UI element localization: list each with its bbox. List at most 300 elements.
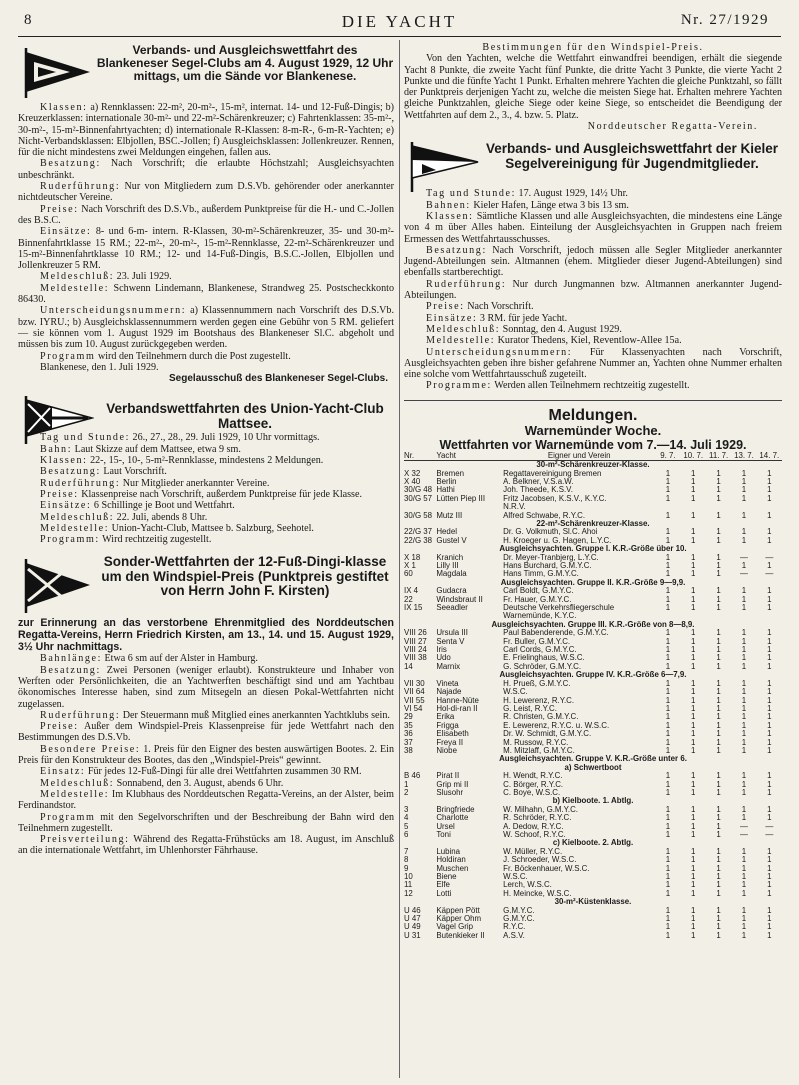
table-cell: 1: [665, 511, 671, 520]
table-cell: 3: [404, 805, 409, 814]
paragraph-label: Meldestelle:: [40, 788, 110, 800]
table-cell: 1: [741, 486, 747, 495]
table-cell: W. Schoof, R.Y.C.: [503, 831, 566, 839]
table-row: [404, 629, 782, 637]
paragraph-label: Klassen:: [426, 210, 474, 222]
table-cell: 1: [716, 721, 721, 730]
paragraph-label: Preise:: [426, 301, 465, 313]
table-row: [404, 705, 782, 713]
paragraph: [404, 301, 782, 312]
table-cell: Berlin: [436, 477, 457, 486]
paragraph: [18, 305, 394, 350]
table-cell: 36: [404, 730, 413, 739]
table-cell: 1: [716, 662, 721, 671]
table-cell: Carl Boldt, G.M.Y.C.: [503, 587, 574, 596]
table-cell: 1: [691, 511, 696, 520]
table-cell: X 40: [404, 477, 421, 486]
magazine-title: DIE YACHT: [341, 12, 458, 31]
table-cell: 1: [665, 646, 671, 655]
paragraph-text: 1. Preis für den Eigner des besten auswärtigen Bootes. 2. Ein Preis für den Konstrukteur des Bootes, das den „Windspiel-Preis“ gewinnt.: [18, 743, 394, 767]
table-cell: 1: [691, 494, 696, 503]
paragraph-text: Nach Vorschrift, jedoch müssen alle Segler Mitglieder anerkannter Jugend-Abteilungen sein. Altmannen (ehem. Mitglieder dieser Jugend-Abteilungen) sind ebenfalls startberechtigt.: [404, 244, 782, 279]
paragraph: [18, 789, 394, 812]
paragraph-label: Meldeschluß:: [40, 777, 115, 789]
table-cell: 1: [741, 780, 747, 789]
table-cell: Lütten Piep III: [436, 494, 486, 503]
table-cell: Holdiran: [436, 856, 466, 865]
table-cell: 1: [716, 931, 721, 940]
table-cell: 29: [404, 713, 413, 722]
paragraph-text: Sonntag, den 4. August 1929.: [500, 323, 622, 335]
paragraph-label: Besatzung:: [40, 158, 101, 170]
paragraph: [18, 283, 394, 306]
table-cell: 1: [716, 629, 721, 638]
table-cell: Carl Cords, G.M.Y.C.: [503, 646, 577, 655]
table-cell: —: [739, 831, 748, 839]
table-cell: 2: [404, 788, 409, 797]
table-row: [404, 747, 782, 755]
paragraph-label: Klassen:: [40, 455, 88, 467]
table-cell: 1: [716, 679, 721, 688]
table-cell: 1: [741, 788, 747, 797]
section-title: Verbands- und Ausgleichswettfahrt der Kieler Segelvereinigung für Jugendmitglieder.: [485, 141, 779, 171]
table-cell: 1: [741, 688, 747, 697]
table-cell: 1: [665, 477, 671, 486]
section-kiel: [404, 138, 782, 391]
paragraph-label: Bahnlänge:: [40, 653, 102, 665]
paragraph-text: mit den Segelvorschriften und der Beschreibung der Bahn wird den Teilnehmern zugestellt.: [18, 811, 394, 834]
table-cell: Pirat II: [436, 772, 460, 781]
table-cell: 1: [665, 931, 671, 940]
table-cell: 1: [767, 721, 772, 730]
paragraph: [18, 744, 394, 767]
group-heading: [404, 755, 782, 763]
table-cell: 1: [665, 486, 671, 495]
table-cell: [404, 612, 436, 620]
table-cell: 4: [404, 814, 409, 823]
table-cell: Fritz Jacobsen, K.S.V., K.Y.C.: [503, 494, 607, 503]
table-cell: 1: [767, 696, 772, 705]
table-cell: 1: [691, 696, 696, 705]
paragraph-text: Zwei Personen (weniger erlaubt). Konstrukteure und Inhaber von Werften oder Persönlichkeiten, die an Yachtwerften beschäftigt sind und am Yachtbau ökonomisches Interesse haben, sind zum Mitsegeln an diesen Pokal-Wettfahrten nicht zugelassen.: [18, 664, 394, 710]
table-cell: A. Belkner, V.S.a.W.: [503, 477, 574, 486]
issue-number: Nr. 27/1929: [680, 12, 769, 28]
table-cell: 1: [741, 889, 747, 898]
column-header: 14. 7.: [757, 452, 782, 461]
paragraph-label: Unterscheidungsnummern:: [40, 305, 187, 317]
table-cell: 1: [767, 595, 772, 604]
table-row: [404, 604, 782, 612]
table-cell: H. Kroeger u. G. Hagen, L.Y.C.: [503, 536, 612, 545]
table-cell: 1: [767, 730, 772, 739]
table-cell: VIII 26: [404, 629, 427, 638]
table-cell: —: [739, 822, 748, 831]
table-row: [404, 596, 782, 604]
paragraph-text: Nach Vorschrift; die erlaubte Höchstzahl; Ausgleichsyachten unbeschränkt.: [18, 158, 394, 181]
table-cell: 1: [404, 780, 409, 789]
page-number: 8: [24, 12, 33, 28]
table-cell: 1: [691, 654, 696, 663]
table-cell: 1: [691, 746, 696, 755]
table-row: [404, 663, 782, 671]
paragraph-text: Sonnabend, den 3. August, abends 6 Uhr.: [114, 777, 284, 789]
table-cell: 1: [767, 889, 772, 898]
table-cell: W. Müller, R.Y.C.: [503, 847, 563, 856]
table-cell: 10: [404, 873, 413, 882]
table-cell: 1: [741, 931, 747, 940]
paragraph: [404, 335, 782, 346]
table-row: [404, 865, 782, 873]
table-cell: R.Y.C.: [503, 923, 526, 932]
table-cell: 1: [767, 805, 772, 814]
group-heading-text: 30-m²-Küstenklasse.: [554, 898, 632, 907]
table-cell: 1: [665, 679, 671, 688]
group-heading: [404, 898, 782, 906]
table-cell: 30/G 57: [404, 494, 433, 503]
paragraph-label: Preisverteilung:: [40, 834, 130, 846]
table-cell: Lilly III: [436, 562, 459, 570]
column-header: 11. 7.: [706, 452, 731, 461]
table-cell: 1: [767, 688, 772, 697]
table-row: [404, 739, 782, 747]
table-cell: 1: [741, 637, 747, 646]
table-cell: 37: [404, 738, 413, 747]
table-cell: 1: [665, 780, 671, 789]
table-row: [404, 495, 782, 503]
table-cell: Charlotte: [436, 814, 469, 823]
table-cell: 1: [767, 536, 772, 545]
club-pennant-icon: [22, 557, 92, 613]
header-rule: [18, 36, 781, 37]
table-cell: H. Prueß, G.M.Y.C.: [503, 679, 571, 688]
paragraph: [18, 102, 394, 158]
table-cell: Biene: [436, 873, 457, 882]
table-cell: 1: [665, 923, 671, 932]
table-cell: 1: [665, 814, 671, 823]
table-cell: 1: [767, 906, 772, 915]
table-cell: 1: [665, 873, 671, 882]
paragraph: [404, 380, 782, 391]
table-cell: 1: [716, 847, 721, 856]
paragraph-text: Sämtliche Klassen und alle Ausgleichsyachten, die mindestens eine Länge von 4 m über Alles haben. Einteilung der Ausgleichsyachten in Gruppen nach freiem Ermessen des Wettfahrtausschusses.: [404, 210, 782, 245]
table-row: [404, 503, 782, 511]
table-cell: Hol-di-ran II: [436, 704, 478, 713]
table-cell: Elfe: [436, 881, 450, 890]
table-cell: —: [739, 570, 748, 579]
table-row: [404, 789, 782, 797]
section-windspiel-rules: [404, 42, 782, 132]
table-cell: 1: [767, 562, 772, 570]
table-cell: 1: [767, 881, 772, 890]
table-row: [404, 680, 782, 688]
paragraph: [404, 200, 782, 211]
paragraph-label: Ruderführung:: [40, 181, 121, 193]
paragraph-label: Besondere Preise:: [40, 743, 141, 755]
table-cell: 1: [716, 553, 721, 562]
table-cell: 1: [741, 772, 747, 781]
table-cell: —: [765, 822, 774, 831]
table-cell: 1: [767, 704, 772, 713]
table-cell: 1: [741, 536, 747, 545]
group-heading-text: b) Kielboote. 1. Abtlg.: [552, 797, 634, 806]
meldungen-dates: Wettfahrten vor Warnemünde vom 7.—14. Juli 1929.: [439, 437, 747, 452]
paragraph-label: Klassen:: [40, 102, 88, 113]
table-cell: 22: [404, 595, 413, 604]
table-cell: X 32: [404, 469, 421, 478]
table-cell: Fr. Buller, G.M.Y.C.: [503, 637, 571, 646]
table-row: [404, 848, 782, 856]
table-cell: R. Christen, G.M.Y.C.: [503, 713, 579, 722]
table-cell: 1: [665, 570, 671, 579]
table-cell: U 47: [404, 915, 421, 924]
paragraph-label: Besatzung:: [40, 664, 101, 676]
table-cell: 1: [665, 864, 671, 873]
table-cell: Lotti: [436, 889, 452, 898]
table-cell: 1: [767, 637, 772, 646]
table-cell: 1: [741, 881, 747, 890]
paragraph: [18, 512, 394, 523]
paragraph-label: Besatzung:: [40, 466, 101, 478]
meldungen-subheading: Warnemünder Woche.: [524, 422, 662, 438]
table-cell: 1: [767, 931, 772, 940]
paragraph: [18, 710, 394, 721]
table-cell: 1: [665, 881, 671, 890]
paragraph-text: Laut Vorschrift.: [100, 466, 167, 478]
table-cell: 1: [716, 486, 721, 495]
table-cell: 1: [767, 629, 772, 638]
table-cell: Warnemünde, K.Y.C.: [503, 612, 577, 621]
paragraph: [18, 721, 394, 744]
table-row: [404, 554, 782, 562]
table-cell: 1: [716, 528, 721, 537]
paragraph-text: 8- und 6-m- intern. R-Klassen, 30-m²-Schärenkreuzer, 35- und 30-m²-Binnenfahrtklasse 15 RM.; 22-m²-, 20-m²-, 15-m²-Rennklasse, 22-m²-Schärenkreuzer und 15-m²-Binnenfahrtklasse 10 RM.; 12- und 14-Fuß-Dingis, B.S.C.-Jollen, Elbjollen und Jollenkreuzer 5 RM.: [18, 226, 394, 272]
table-cell: Elisabeth: [436, 730, 469, 739]
table-row: [404, 713, 782, 721]
table-cell: U 31: [404, 931, 421, 940]
table-cell: 1: [767, 679, 772, 688]
paragraph-label: Meldestelle:: [40, 282, 110, 294]
paragraph: [404, 245, 782, 279]
table-cell: 1: [665, 831, 671, 839]
table-cell: 1: [767, 738, 772, 747]
table-cell: W.S.C.: [503, 873, 528, 882]
column-divider: [399, 40, 400, 1078]
table-cell: 1: [716, 864, 721, 873]
paragraph-label: Ruderführung:: [40, 709, 121, 721]
paragraph: [18, 766, 394, 777]
table-cell: Fr. Böckenhauer, W.S.C.: [503, 864, 590, 873]
table-cell: 1: [665, 721, 671, 730]
paragraph-text: Klassenpreise nach Vorschrift, außerdem Punktpreise für jede Klasse.: [78, 488, 362, 500]
table-cell: 1: [741, 562, 747, 570]
table-cell: C. Boye, W.S.C.: [503, 788, 561, 797]
table-cell: 1: [767, 511, 772, 520]
table-cell: VII 55: [404, 696, 425, 705]
table-cell: 22/G 37: [404, 528, 433, 537]
paragraph-label: Meldestelle:: [426, 335, 496, 347]
table-cell: 1: [665, 856, 671, 865]
table-cell: Kranich: [436, 553, 464, 562]
table-cell: 1: [665, 889, 671, 898]
table-cell: 11: [404, 881, 413, 890]
paragraph-label: Unterscheidungsnummern:: [426, 346, 573, 358]
paragraph: [18, 812, 394, 835]
table-cell: 9: [404, 864, 409, 873]
table-cell: 1: [665, 788, 671, 797]
table-cell: 6: [404, 831, 409, 839]
table-cell: 1: [691, 881, 696, 890]
table-cell: 1: [767, 662, 772, 671]
table-cell: B 46: [404, 772, 421, 781]
table-cell: 1: [741, 604, 747, 613]
table-cell: M. Russow, R.Y.C.: [503, 738, 569, 747]
table-cell: 1: [691, 629, 696, 638]
table-cell: 1: [691, 730, 696, 739]
table-cell: 1: [691, 528, 696, 537]
paragraph-text: wird den Teilnehmern durch die Post zugestellt.: [95, 350, 291, 362]
table-cell: 1: [767, 486, 772, 495]
table-cell: 1: [741, 494, 747, 503]
table-cell: Magdala: [436, 570, 467, 579]
table-cell: 1: [716, 923, 721, 932]
table-cell: 1: [741, 814, 747, 823]
table-cell: 1: [665, 587, 671, 596]
table-cell: 1: [741, 746, 747, 755]
table-cell: 1: [716, 730, 721, 739]
table-cell: 1: [691, 553, 696, 562]
paragraph: [404, 279, 782, 302]
table-cell: 1: [691, 713, 696, 722]
entries-table: [404, 452, 782, 941]
table-cell: 1: [665, 704, 671, 713]
table-cell: 1: [665, 469, 671, 478]
group-heading-text: Ausgleichsyachten. Gruppe I. K.R.-Größe über 10.: [499, 545, 687, 554]
paragraph-text: 3 RM. für jede Yacht.: [477, 312, 568, 324]
table-cell: Grip mi II: [436, 780, 469, 789]
paragraph: [18, 466, 394, 477]
paragraph-text: Während des Regatta-Frühstücks am 18. August, im Anschluß an die internationale Wettfahrt, im Uhlenhorster Fährhause.: [18, 834, 394, 857]
paragraph-label: Tag und Stunde:: [426, 188, 517, 200]
section-mattsee: [18, 392, 394, 545]
table-cell: 1: [716, 746, 721, 755]
group-heading-text: c) Kielboote. 2. Abtlg.: [552, 839, 634, 848]
table-cell: 1: [741, 721, 747, 730]
table-cell: Iris: [436, 646, 447, 655]
table-row: [404, 688, 782, 696]
table-row: [404, 478, 782, 486]
table-cell: 1: [716, 856, 721, 865]
table-cell: 1: [716, 469, 721, 478]
table-cell: C. Börger, R.Y.C.: [503, 780, 564, 789]
rules-heading: Bestimmungen für den Windspiel-Preis.: [482, 42, 704, 53]
table-cell: 1: [741, 738, 747, 747]
table-cell: 1: [691, 780, 696, 789]
table-cell: 1: [716, 772, 721, 781]
table-cell: 1: [691, 646, 696, 655]
table-cell: VIII 24: [404, 646, 427, 655]
table-cell: Regattavereinigung Bremen: [503, 469, 602, 478]
table-row: [404, 907, 782, 915]
table-cell: 1: [716, 595, 721, 604]
paragraph: [18, 665, 394, 710]
paragraph: [18, 204, 394, 227]
table-cell: Udo: [436, 654, 451, 663]
table-cell: 1: [741, 847, 747, 856]
group-heading-text: a) Schwertboot: [564, 763, 622, 772]
table-cell: Vineta: [436, 679, 459, 688]
table-cell: 1: [665, 772, 671, 781]
table-cell: U 46: [404, 906, 421, 915]
table-cell: 1: [716, 536, 721, 545]
table-cell: 1: [716, 780, 721, 789]
paragraph-label: Einsätze:: [40, 226, 92, 238]
table-cell: H. Lewerenz, R.Y.C.: [503, 696, 575, 705]
table-cell: 12: [404, 889, 413, 898]
section-windspiel: [18, 555, 394, 856]
table-cell: [757, 612, 782, 620]
column-header: 13. 7.: [731, 452, 756, 461]
paragraph-text: Für jedes 12-Fuß-Dingi für alle drei Wettfahrten zusammen 30 RM.: [85, 766, 362, 778]
right-column: [404, 40, 782, 940]
table-cell: X 18: [404, 553, 421, 562]
table-cell: 1: [741, 528, 747, 537]
table-row: [404, 537, 782, 545]
table-cell: M. Mitzlaff, G.M.Y.C.: [503, 746, 575, 755]
table-cell: Vagel Grip: [436, 923, 474, 932]
group-heading: [404, 621, 782, 629]
paragraph-text: 26., 27., 28., 29. Juli 1929, 10 Uhr vormittags.: [130, 432, 320, 444]
paragraph-label: Programm:: [40, 534, 100, 546]
table-cell: Hans Timm, G.M.Y.C.: [503, 570, 579, 579]
table-cell: 1: [665, 713, 671, 722]
table-cell: 1: [741, 915, 747, 924]
table-cell: 8: [404, 856, 409, 865]
table-cell: 1: [691, 873, 696, 882]
paragraph: [18, 158, 394, 181]
table-cell: U 49: [404, 923, 421, 932]
paragraph-text: Nach Vorschrift.: [464, 301, 534, 313]
paragraph: [404, 211, 782, 245]
table-cell: VII 30: [404, 679, 425, 688]
table-cell: [731, 612, 756, 620]
table-cell: 1: [767, 713, 772, 722]
table-cell: 1: [716, 637, 721, 646]
paragraph-text: Für Klassenyachten nach Vorschrift, Ausgleichsyachten geben ihre bisher gefahrene Nummer an, Yachten ohne Nummer erhalten eine solche vom Wettfahrtausschuß zugeteilt.: [404, 346, 782, 381]
table-cell: 1: [716, 562, 721, 570]
paragraph-label: Einsätze:: [40, 500, 92, 512]
table-cell: 1: [665, 604, 671, 613]
paragraph-label: Meldeschluß:: [40, 271, 115, 283]
table-cell: 30/G 58: [404, 511, 433, 520]
table-cell: 1: [741, 662, 747, 671]
table-cell: Freya II: [436, 738, 464, 747]
table-cell: Frigga: [436, 721, 459, 730]
club-pennant-icon: [22, 394, 94, 444]
table-cell: 1: [665, 629, 671, 638]
table-cell: 1: [741, 923, 747, 932]
paragraph-text: Nur durch Jungmannen bzw. Altmannen anerkannter Jugend-Abteilungen.: [404, 278, 782, 302]
table-cell: 1: [665, 738, 671, 747]
section-title: Sonder-Wettfahrten der 12-Fuß-Dingi-klasse um den Windspiel-Preis (Punktpreis gestiftet von Herrn John F. Kirsten): [101, 554, 389, 599]
table-header: [404, 452, 782, 461]
table-cell: 1: [691, 721, 696, 730]
table-row: [404, 881, 782, 889]
section-body: [18, 432, 394, 545]
group-heading-text: 30-m²-Schärenkreuzer-Klasse.: [536, 460, 650, 470]
table-cell: 1: [767, 587, 772, 596]
table-cell: [706, 503, 731, 511]
group-heading: [404, 579, 782, 587]
